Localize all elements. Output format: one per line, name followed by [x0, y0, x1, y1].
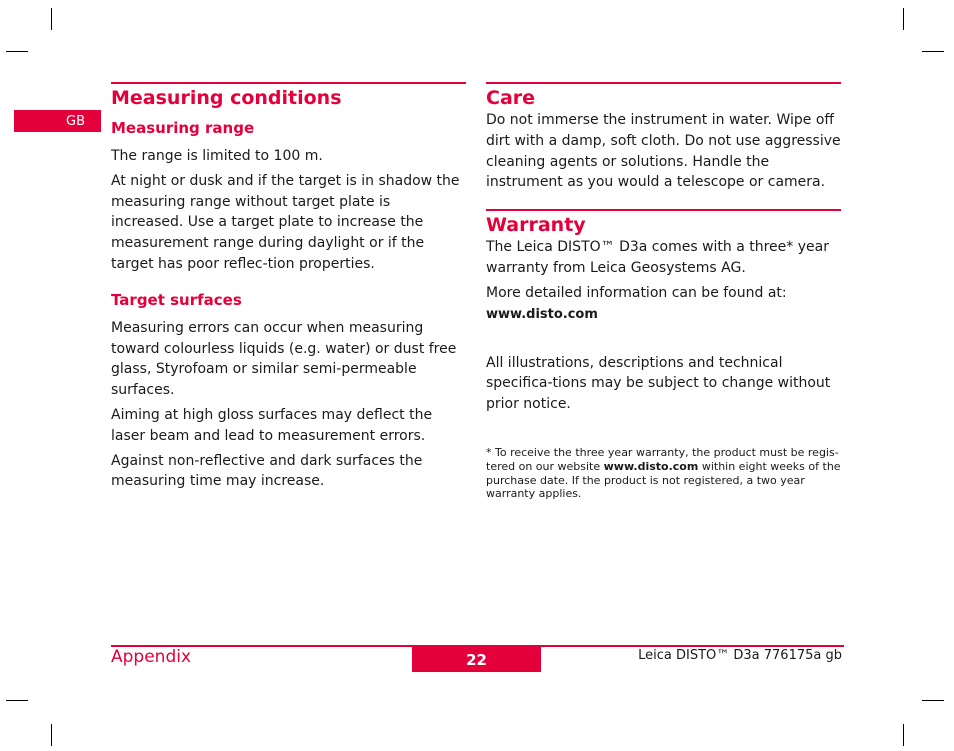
- section-rule: [486, 82, 841, 84]
- warranty-footnote: [486, 446, 841, 501]
- footnote-link[interactable]: www.disto.com: [603, 459, 699, 473]
- page-number: 22: [412, 647, 541, 672]
- warranty-info-paragraph: [486, 283, 841, 325]
- warranty-section: [486, 209, 841, 324]
- measuring-conditions-title: Measuring conditions: [111, 87, 342, 109]
- section-rule: [486, 209, 841, 211]
- target-surfaces-paragraph: Against non-reflective and dark surfaces the measuring time may increase.: [111, 452, 423, 490]
- care-title: Care: [486, 87, 536, 109]
- website-link[interactable]: www.disto.com: [486, 306, 598, 322]
- right-column: [486, 82, 841, 501]
- crop-mark: [903, 8, 904, 30]
- warranty-title: Warranty: [486, 214, 586, 237]
- left-column: [111, 82, 466, 492]
- footer-product-name: Leica DISTO™ D3a 776175a gb: [638, 648, 842, 663]
- warranty-paragraph: The Leica DISTO™ D3a comes with a three* year warranty from Leica Geosystems AG.: [486, 239, 829, 276]
- crop-mark: [903, 724, 904, 746]
- crop-mark: [6, 51, 28, 52]
- crop-mark: [51, 8, 52, 30]
- footer-section-title: Appendix: [111, 647, 192, 667]
- measuring-range-paragraph: The range is limited to 100 m.: [111, 148, 323, 164]
- warranty-info-text: More detailed information can be found at:: [486, 284, 787, 301]
- crop-mark: [922, 700, 944, 701]
- language-tab: GB: [14, 110, 101, 132]
- target-surfaces-paragraph: Measuring errors can occur when measuring toward colourless liquids (e.g. water) or dust free glass, Styrofoam or similar semi-permeable surfaces.: [111, 319, 457, 399]
- crop-mark: [6, 700, 28, 701]
- target-surfaces-paragraph: Aiming at high gloss surfaces may deflect the laser beam and lead to measurement errors.: [111, 406, 433, 444]
- change-notice: All illustrations, descriptions and technical specifica-tions may be subject to change without prior notice.: [486, 354, 831, 413]
- measuring-range-paragraph: At night or dusk and if the target is in shadow the measuring range without target plate is increased. Use a target plate to increase the measurement range during daylight or if the target has poor reflec-tion properties.: [111, 172, 460, 272]
- footnote-text: * To receive the three year warranty, the product must be regis-tered on our website: [486, 445, 839, 473]
- crop-mark: [922, 51, 944, 52]
- crop-mark: [51, 724, 52, 746]
- care-paragraph: Do not immerse the instrument in water. Wipe off dirt with a damp, soft cloth. Do not use aggressive cleaning agents or solutions. Handle the instrument as you would a telescope or camera.: [486, 112, 841, 191]
- target-surfaces-heading: Target surfaces: [111, 290, 242, 309]
- section-rule: [111, 82, 466, 84]
- measuring-range-heading: Measuring range: [111, 119, 255, 137]
- footnote-text: within eight weeks of the purchase date. If the product is not registered, a two year warranty applies.: [486, 459, 841, 501]
